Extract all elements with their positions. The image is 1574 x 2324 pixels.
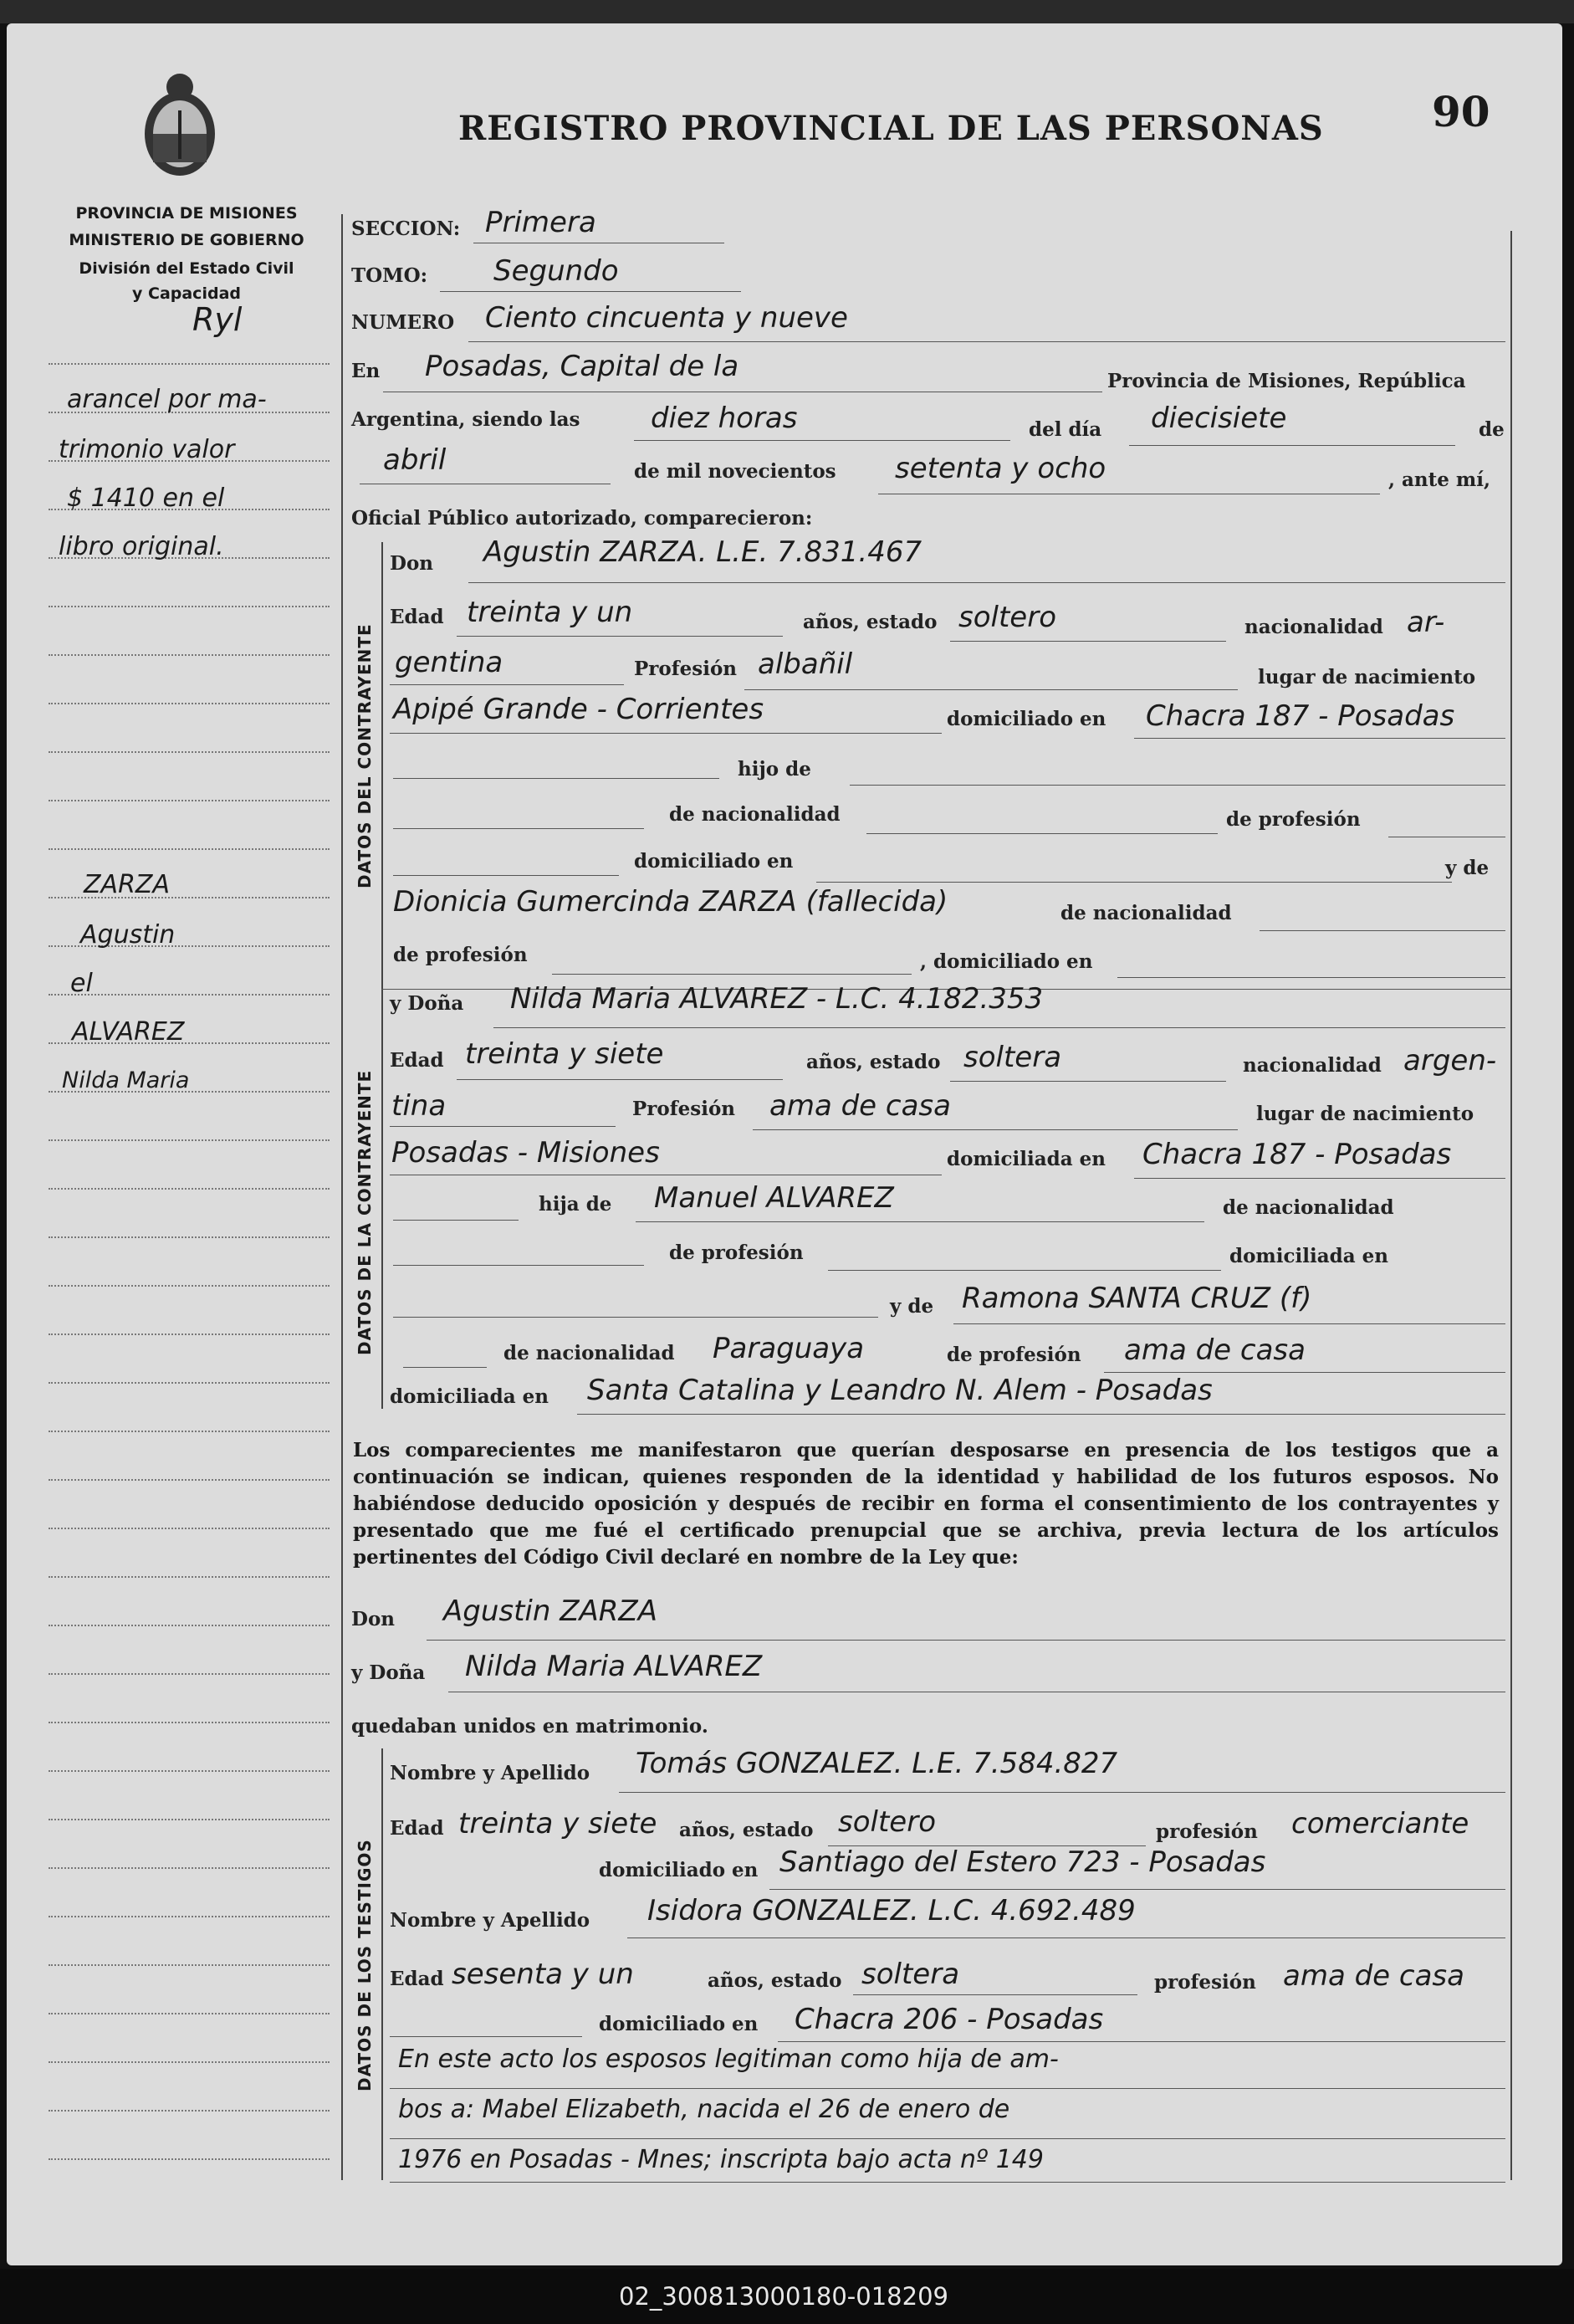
contrayente-border xyxy=(381,542,383,1409)
t1-edad-value: treinta y siete xyxy=(458,1807,657,1840)
header-signature: Ryl xyxy=(192,301,243,338)
margin-rule xyxy=(49,1431,330,1432)
nac2-label: nacionalidad xyxy=(1243,1054,1382,1077)
madre2-nac-value: Paraguaya xyxy=(713,1332,865,1365)
blank-line xyxy=(393,1220,519,1221)
prof2-line xyxy=(753,1129,1238,1130)
estado2-line xyxy=(950,1081,1226,1082)
tomo-label: TOMO: xyxy=(351,264,428,287)
margin-rule xyxy=(49,1479,330,1481)
don-value: Agustin ZARZA. L.E. 7.831.467 xyxy=(483,535,922,569)
tomo-line xyxy=(440,291,741,292)
edad-label: Edad xyxy=(390,606,444,628)
de-label: de xyxy=(1479,418,1505,441)
margin-rule xyxy=(49,800,330,801)
margin-rule xyxy=(49,654,330,656)
margin-rule xyxy=(49,363,330,365)
en-label: En xyxy=(351,360,381,382)
argentina-label: Argentina, siendo las xyxy=(351,408,580,431)
t1-nombre-label: Nombre y Apellido xyxy=(390,1762,590,1784)
estado-value: soltero xyxy=(958,601,1056,634)
section-label-contrayente: DATOS DEL CONTRAYENTE xyxy=(355,623,375,888)
page-title: REGISTRO PROVINCIAL DE LAS PERSONAS xyxy=(458,109,1324,148)
legal-paragraph: Los comparecientes me manifestaron que querían desposarse en presencia de los testigos que a continuación se indican, quienes responden de la identidad y habilidad de los futuros esposos. No habiéndose deducido oposición y después de recibir en forma el consentimiento de los contrayentes y presentado que me fué el certificado prenupcial que se archiva, previa lectura de los artículos pertinentes del Código Civil declaré en nombre de la Ley que: xyxy=(353,1439,1499,1569)
t1-edad-label: Edad xyxy=(390,1817,444,1840)
annotation-underline xyxy=(390,2088,1505,2089)
annotation-line: bos a: Mabel Elizabeth, nacida el 26 de enero de xyxy=(398,2095,1010,2124)
profesion-line xyxy=(744,689,1238,690)
profesion-label: Profesión xyxy=(634,658,738,680)
nacionalidad-value: ar- xyxy=(1407,606,1445,639)
t1-prof-value: comerciante xyxy=(1291,1807,1469,1840)
seccion-value: Primera xyxy=(485,206,596,239)
margin-name: Nilda Maria xyxy=(62,1067,190,1093)
y-de2-label: y de xyxy=(890,1295,934,1318)
dona-final-label: y Doña xyxy=(351,1661,426,1684)
margin-rule xyxy=(49,1188,330,1190)
t1-nombre-value: Tomás GONZALEZ. L.E. 7.584.827 xyxy=(636,1747,1118,1780)
madre-dom-line xyxy=(1117,977,1505,978)
testigos-border xyxy=(381,1748,383,2180)
margin-rule xyxy=(49,1333,330,1335)
dia-value: diecisiete xyxy=(1151,402,1287,435)
padre2-line xyxy=(636,1221,1204,1222)
lugar-nac-label: lugar de nacimiento xyxy=(1258,666,1476,688)
quedaban-label: quedaban unidos en matrimonio. xyxy=(351,1715,708,1738)
annotation-line: 1976 en Posadas - Mnes; inscripta bajo acta nº 149 xyxy=(398,2145,1044,2174)
header-capacity: y Capacidad xyxy=(132,284,241,303)
madre-prof-line xyxy=(552,974,912,975)
blank-line xyxy=(393,1317,878,1318)
scan-id: 02_300813000180-018209 xyxy=(619,2282,948,2311)
numero-value: Ciento cincuenta y nueve xyxy=(485,301,848,335)
seccion-label: SECCION: xyxy=(351,218,461,240)
section-label-testigos: DATOS DE LOS TESTIGOS xyxy=(355,1839,375,2091)
padre-dom-label: domiciliado en xyxy=(634,850,794,873)
madre2-dom-label: domiciliada en xyxy=(390,1385,549,1408)
estado2-label: años, estado xyxy=(806,1051,941,1073)
nac2-cont: tina xyxy=(391,1089,447,1123)
section-label-la-contrayente: DATOS DE LA CONTRAYENTE xyxy=(355,1069,375,1355)
padre-nac-line xyxy=(866,833,1218,834)
t1-estado-value: soltero xyxy=(838,1805,936,1839)
nacionalidad-label: nacionalidad xyxy=(1244,616,1383,638)
t2-edad-value: sesenta y un xyxy=(452,1958,634,1991)
dona-label: y Doña xyxy=(390,992,464,1015)
edad-line xyxy=(457,636,783,637)
provincia-label: Provincia de Misiones, República xyxy=(1107,370,1466,392)
don-label: Don xyxy=(390,552,434,575)
hija-de-label: hija de xyxy=(539,1193,612,1216)
margin-rule xyxy=(49,1819,330,1820)
page-number: 90 xyxy=(1432,87,1490,136)
mes-value: abril xyxy=(383,443,447,477)
madre-nac-line xyxy=(1260,930,1505,931)
coat-of-arms-icon xyxy=(134,69,226,186)
hijo-de-line xyxy=(850,785,1505,786)
madre-dom-label: , domiciliado en xyxy=(920,950,1093,973)
padre2-value: Manuel ALVAREZ xyxy=(654,1181,894,1215)
padre-prof-label: de profesión xyxy=(1226,808,1361,831)
estado2-value: soltera xyxy=(963,1041,1062,1074)
dom2-line xyxy=(1134,1178,1505,1179)
madre2-prof-line xyxy=(1104,1372,1505,1373)
margin-rule xyxy=(49,1673,330,1675)
domiciliado-label: domiciliado en xyxy=(947,708,1106,730)
dona-final-value: Nilda Maria ALVAREZ xyxy=(465,1650,763,1683)
dona-value: Nilda Maria ALVAREZ - L.C. 4.182.353 xyxy=(510,982,1044,1016)
t2-dom-value: Chacra 206 - Posadas xyxy=(795,2003,1104,2036)
t2-prof-label: profesión xyxy=(1154,1971,1256,1994)
right-border xyxy=(1510,231,1512,2180)
nac-line xyxy=(390,684,624,685)
domicilio-value: Chacra 187 - Posadas xyxy=(1146,699,1455,733)
margin-rule xyxy=(49,848,330,850)
annotation-underline xyxy=(390,2182,1505,2183)
blank-line xyxy=(393,875,619,876)
madre-nac-label: de nacionalidad xyxy=(1060,902,1232,924)
margin-rule xyxy=(49,1625,330,1626)
lugar-value: Apipé Grande - Corrientes xyxy=(393,693,764,726)
dona-line xyxy=(493,1027,1505,1028)
header-ministry: MINISTERIO DE GOBIERNO xyxy=(69,231,304,249)
horas-line xyxy=(634,440,1010,441)
edad2-value: treinta y siete xyxy=(465,1037,664,1071)
margin-rule xyxy=(49,2158,330,2160)
padre2-prof-label: de profesión xyxy=(669,1241,804,1264)
en-value: Posadas, Capital de la xyxy=(425,350,739,383)
t1-dom-value: Santiago del Estero 723 - Posadas xyxy=(779,1845,1266,1879)
estado-line xyxy=(950,641,1226,642)
margin-name: Agustin xyxy=(80,920,176,950)
madre-prof-label: de profesión xyxy=(393,944,528,966)
blank-line xyxy=(393,778,719,779)
padre2-nac-label: de nacionalidad xyxy=(1223,1196,1394,1219)
main-column-border xyxy=(341,214,343,2180)
t2-edad-label: Edad xyxy=(390,1968,444,1990)
horas-value: diez horas xyxy=(651,402,798,435)
de-mil-label: de mil novecientos xyxy=(634,460,836,483)
madre2-prof-label: de profesión xyxy=(947,1344,1081,1366)
margin-rule xyxy=(49,1916,330,1917)
margin-rule xyxy=(49,1528,330,1529)
margin-rule xyxy=(49,1576,330,1578)
nac2-value: argen- xyxy=(1403,1044,1497,1078)
margin-rule xyxy=(49,1139,330,1141)
lugar-line xyxy=(390,733,942,734)
blank-line xyxy=(393,828,644,829)
lugar2-value: Posadas - Misiones xyxy=(391,1136,660,1170)
padre-dom-line xyxy=(816,882,1452,883)
edad2-line xyxy=(457,1079,783,1080)
margin-rule xyxy=(49,1964,330,1966)
t1-dom-line xyxy=(769,1889,1505,1890)
prof2-value: ama de casa xyxy=(769,1089,951,1123)
edad2-label: Edad xyxy=(390,1049,444,1072)
margin-rule xyxy=(49,1867,330,1869)
don-final-value: Agustin ZARZA xyxy=(443,1595,657,1628)
t2-estado-value: soltera xyxy=(861,1958,960,1991)
edad-value: treinta y un xyxy=(467,596,633,629)
numero-label: NUMERO xyxy=(351,311,455,334)
t2-estado-label: años, estado xyxy=(708,1969,842,1992)
madre2-dom-value: Santa Catalina y Leandro N. Alem - Posadas xyxy=(587,1374,1213,1407)
padre2-prof-line xyxy=(828,1270,1221,1271)
margin-name: el xyxy=(70,969,93,998)
madre2-nac-label: de nacionalidad xyxy=(503,1342,675,1364)
t2-nombre-value: Isidora GONZALEZ. L.C. 4.692.489 xyxy=(647,1894,1136,1927)
margin-rule xyxy=(49,2013,330,2014)
domicilio-line xyxy=(1134,738,1505,739)
estado-label: años, estado xyxy=(803,611,938,633)
nacionalidad-cont: gentina xyxy=(395,646,503,679)
margin-rule xyxy=(49,1285,330,1287)
margin-rule xyxy=(49,2110,330,2112)
del-dia-label: del día xyxy=(1029,418,1102,441)
don-final-line xyxy=(427,1640,1505,1641)
dia-line xyxy=(1129,445,1455,446)
ante-mi-label: , ante mí, xyxy=(1388,468,1490,491)
anio-value: setenta y ocho xyxy=(895,452,1106,485)
padre2-dom-label: domiciliada en xyxy=(1229,1245,1388,1267)
profesion-value: albañil xyxy=(758,648,853,681)
madre2-value: Ramona SANTA CRUZ (f) xyxy=(962,1282,1312,1315)
margin-note: trimonio valor xyxy=(59,435,235,464)
nac2-line xyxy=(390,1126,616,1127)
margin-rule xyxy=(49,703,330,704)
t2-nombre-label: Nombre y Apellido xyxy=(390,1909,590,1932)
annotation-underline xyxy=(390,2138,1505,2139)
margin-rule xyxy=(49,1722,330,1723)
margin-name: ALVAREZ xyxy=(72,1017,185,1047)
t2-estado-line xyxy=(853,1994,1137,1995)
margin-note: arancel por ma- xyxy=(67,385,267,414)
tomo-value: Segundo xyxy=(493,254,619,288)
blank-line xyxy=(390,2036,582,2037)
dom2-value: Chacra 187 - Posadas xyxy=(1142,1138,1452,1171)
madre2-dom-line xyxy=(577,1414,1505,1415)
lugar2-label: lugar de nacimiento xyxy=(1256,1103,1474,1125)
t2-prof-value: ama de casa xyxy=(1283,1959,1464,1993)
padre-nac-label: de nacionalidad xyxy=(669,803,841,826)
margin-name: ZARZA xyxy=(84,870,170,899)
t1-nombre-line xyxy=(619,1792,1505,1793)
oficial-label: Oficial Público autorizado, comparecieron: xyxy=(351,507,813,530)
y-de-label: y de xyxy=(1445,857,1490,879)
hijo-de-label: hijo de xyxy=(738,758,811,781)
madre2-line xyxy=(953,1323,1505,1324)
margin-note: libro original. xyxy=(59,532,224,561)
scan-top-edge xyxy=(0,0,1574,23)
numero-line xyxy=(468,341,1505,342)
blank-line xyxy=(403,1367,487,1368)
don-final-label: Don xyxy=(351,1608,396,1630)
don-line xyxy=(468,582,1505,583)
prof2-label: Profesión xyxy=(632,1098,736,1120)
margin-note: $ 1410 en el xyxy=(67,484,225,513)
annotation-line: En este acto los esposos legitiman como hija de am- xyxy=(398,2045,1059,2074)
t2-dom-line xyxy=(778,2041,1505,2042)
t1-dom-label: domiciliado en xyxy=(599,1859,759,1881)
margin-rule xyxy=(49,1382,330,1384)
header-province: PROVINCIA DE MISIONES xyxy=(75,204,298,223)
madre-value: Dionicia Gumercinda ZARZA (fallecida) xyxy=(393,885,948,919)
header-division: División del Estado Civil xyxy=(79,259,294,278)
margin-rule xyxy=(49,1236,330,1238)
margin-rule xyxy=(49,2061,330,2063)
t1-estado-label: años, estado xyxy=(679,1819,814,1841)
margin-rule xyxy=(49,751,330,753)
blank-line xyxy=(393,1265,644,1266)
madre2-prof-value: ama de casa xyxy=(1124,1333,1306,1367)
dom2-label: domiciliada en xyxy=(947,1148,1106,1170)
t1-prof-label: profesión xyxy=(1156,1820,1258,1843)
margin-rule xyxy=(49,606,330,607)
margin-rule xyxy=(49,1770,330,1772)
t2-dom-label: domiciliado en xyxy=(599,2013,759,2035)
